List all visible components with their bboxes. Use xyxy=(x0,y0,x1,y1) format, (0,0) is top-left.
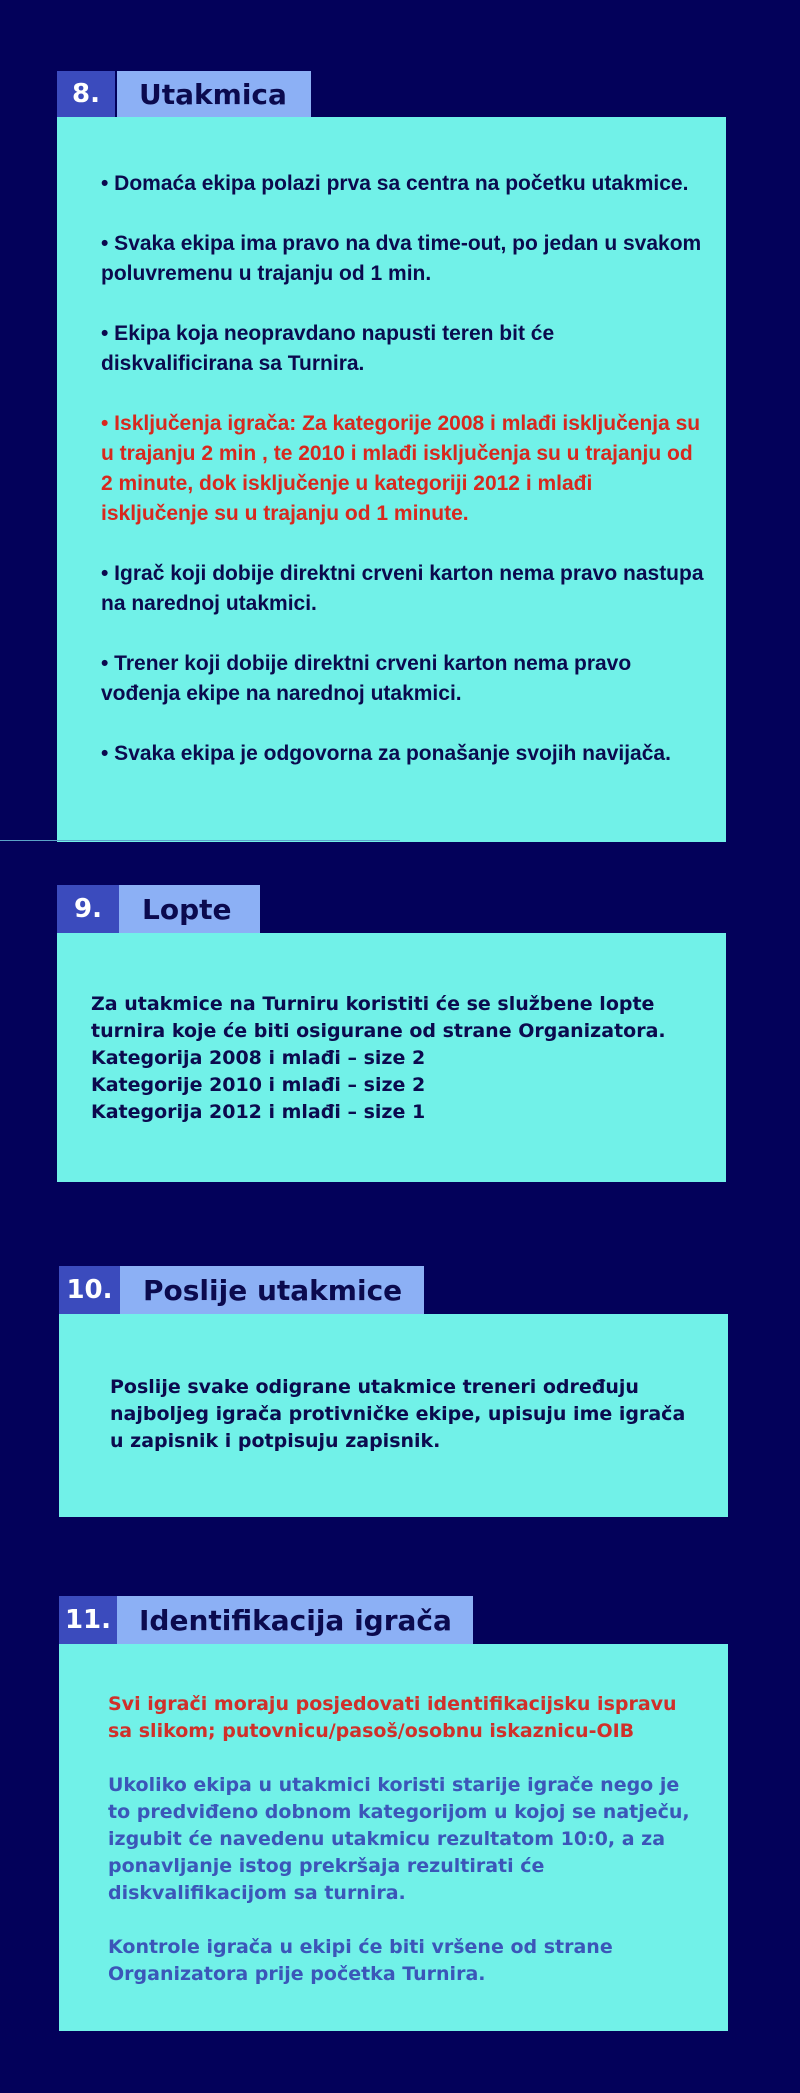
section-title: Identifikacija igrača xyxy=(117,1596,473,1644)
section-number: 8. xyxy=(57,71,115,117)
rule-player-red-card: • Igrač koji dobije direktni crveni karton nema pravo nastupa na narednoj utakmici. xyxy=(101,562,704,615)
rule-timeout: • Svaka ekipa ima pravo na dva time-out, po jedan u svakom poluvremenu u trajanju od 1 min. xyxy=(101,232,702,285)
balls-category-2012: Kategorija 2012 i mlađi – size 1 xyxy=(91,1101,426,1123)
after-match-text: Poslije svake odigrane utakmice treneri određuju najboljeg igrača protivničke ekipe, upisuju ime igrača u zapisnik i potpisuju zapisnik. xyxy=(110,1376,686,1452)
balls-category-2008: Kategorija 2008 i mlađi – size 2 xyxy=(91,1047,426,1069)
balls-intro: Za utakmice na Turniru koristiti će se službene lopte turnira koje će biti osigurane od strane Organizatora. xyxy=(91,993,666,1042)
section-title: Lopte xyxy=(119,885,260,933)
divider-line xyxy=(0,840,400,841)
age-violation-rule: Ukoliko ekipa u utakmici koristi starije igrače nego je to predviđeno dobnom kategorijom u kojoj se natječu, izgubit će navedenu utakmicu rezultatom 10:0, a za ponavljanje istog prekršaja rezultirati će diskvalifikacijom sa turnira. xyxy=(108,1774,690,1904)
balls-category-2010: Kategorije 2010 i mlađi – size 2 xyxy=(91,1074,426,1096)
section-panel xyxy=(57,933,726,1182)
rule-leaving-field: • Ekipa koja neopravdano napusti teren bit će diskvalificirana sa Turnira. xyxy=(101,322,555,375)
rule-home-team-kickoff: • Domaća ekipa polazi prva sa centra na početku utakmice. xyxy=(101,172,689,195)
id-requirement: Svi igrači moraju posjedovati identifikacijsku ispravu sa slikom; putovnicu/pasoš/osobnu iskaznicu-OIB xyxy=(108,1693,677,1742)
section-panel xyxy=(59,1314,728,1517)
player-control-note: Kontrole igrača u ekipi će biti vršene od strane Organizatora prije početka Turnira. xyxy=(108,1936,613,1985)
rule-fans-behavior: • Svaka ekipa je odgovorna za ponašanje svojih navijača. xyxy=(101,742,671,765)
section-title: Utakmica xyxy=(117,71,311,117)
section-number: 9. xyxy=(57,885,119,933)
rule-coach-red-card: • Trener koji dobije direktni crveni karton nema pravo vođenja ekipe na narednoj utakmici. xyxy=(101,652,632,705)
section-number: 10. xyxy=(59,1266,120,1314)
section-panel xyxy=(59,1644,728,2031)
section-title: Poslije utakmice xyxy=(120,1266,424,1314)
rule-suspensions: • Isključenja igrača: Za kategorije 2008 i mlađi isključenja su u trajanju 2 min , te 2010 i mlađi isključenja su u trajanju od 2 minute, dok isključenje u kategoriji 2012 i mlađi isključenje su u trajanju od 1 minute. xyxy=(101,412,701,525)
section-panel xyxy=(57,117,726,842)
section-number: 11. xyxy=(59,1596,117,1644)
